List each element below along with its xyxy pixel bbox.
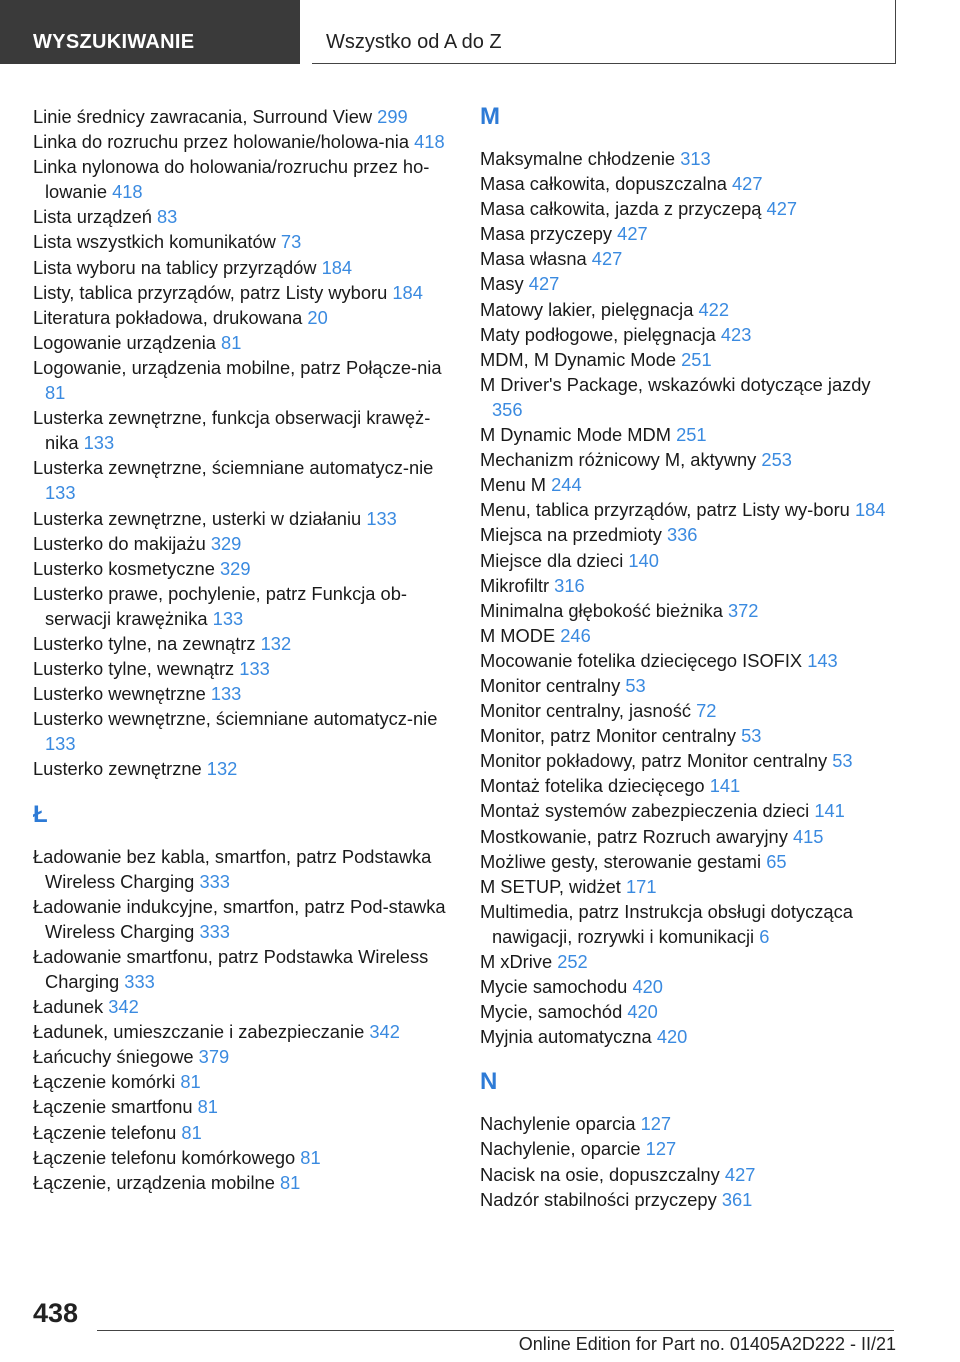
page-link[interactable]: 73 <box>280 231 302 253</box>
entry-text: Nachylenie oparcia <box>480 1113 636 1135</box>
page-link[interactable]: 251 <box>681 348 712 370</box>
index-column-right <box>480 104 900 1212</box>
index-entry <box>33 154 453 204</box>
entry-text: Menu, tablica przyrządów, patrz Listy wy‐boru <box>480 499 850 521</box>
index-entry <box>33 229 453 254</box>
entry-text: Mechanizm różnicowy M, aktywny <box>480 449 757 471</box>
index-entry <box>480 522 900 547</box>
page-link[interactable]: 329 <box>219 557 251 579</box>
page-link[interactable]: 141 <box>709 775 741 797</box>
entry-text: Lusterko do makijażu <box>33 532 206 554</box>
page-link[interactable]: 83 <box>157 206 178 228</box>
page-link[interactable]: 251 <box>676 424 707 446</box>
page-link[interactable]: 427 <box>724 1163 756 1185</box>
entry-text: Mikrofiltr <box>480 574 550 596</box>
page-link[interactable]: 244 <box>551 474 582 496</box>
page-link[interactable]: 423 <box>720 323 752 345</box>
index-entry <box>480 573 900 598</box>
index-entry <box>480 497 900 522</box>
entry-text: Myjnia automatyczna <box>480 1026 652 1048</box>
index-entry <box>33 455 453 505</box>
section-tab: WYSZUKIWANIE <box>0 0 300 64</box>
index-entry <box>33 844 453 894</box>
entry-text: M MODE <box>480 624 556 646</box>
entry-text: Lista wszystkich komunikatów <box>33 231 276 253</box>
index-column-left <box>33 104 453 1195</box>
entry-text: Możliwe gesty, sterowanie gestami <box>480 850 762 872</box>
index-entry <box>480 623 900 648</box>
entry-text: Lusterko tylne, na zewnątrz <box>33 632 256 654</box>
entry-text: Monitor, patrz Monitor centralny <box>480 725 737 747</box>
page-link[interactable]: 72 <box>696 700 717 722</box>
page-link[interactable]: 184 <box>321 256 353 278</box>
section-gap <box>33 782 453 802</box>
entry-text: Montaż fotelika dziecięcego <box>480 775 705 797</box>
entry-text: Lusterko tylne, wewnątrz <box>33 658 235 680</box>
page-link[interactable]: 132 <box>260 632 292 654</box>
page-link[interactable]: 81 <box>45 382 66 404</box>
index-entry <box>480 999 900 1024</box>
entry-text: Miejsce dla dzieci <box>480 549 624 571</box>
entry-text: Lusterko wewnętrzne, ściemniane automatycz‐nie <box>33 708 438 730</box>
entry-text: Linka nylonowa do holowania/rozruchu przez ho‐lowanie <box>33 156 430 203</box>
page-link[interactable]: 81 <box>300 1146 321 1168</box>
page-number: 438 <box>33 1298 79 1328</box>
page-link[interactable]: 184 <box>854 499 886 521</box>
page-link[interactable]: 427 <box>528 273 560 295</box>
entry-text: Monitor centralny <box>480 674 621 696</box>
page-link[interactable]: 184 <box>392 281 423 303</box>
entry-text: Ładunek <box>33 996 104 1018</box>
page-link[interactable]: 342 <box>108 996 139 1018</box>
entry-text: Ładowanie smartfonu, patrz Podstawka Wireless Charging <box>33 945 429 992</box>
index-entry <box>480 1187 900 1212</box>
page-link[interactable]: 333 <box>199 920 230 942</box>
entry-text: Mostkowanie, patrz Rozruch awaryjny <box>480 825 788 847</box>
page-link[interactable]: 133 <box>45 482 76 504</box>
entry-text: Mycie samochodu <box>480 976 628 998</box>
entry-text: Nachylenie, oparcie <box>480 1138 641 1160</box>
entry-text: M Dynamic Mode MDM <box>480 424 671 446</box>
index-entry <box>480 196 900 221</box>
index-entry <box>480 322 900 347</box>
index-entry <box>33 681 453 706</box>
page-link[interactable]: 133 <box>45 733 76 755</box>
entry-text: Lista urządzeń <box>33 206 152 228</box>
entry-text: Łączenie smartfonu <box>33 1096 193 1118</box>
page-link[interactable]: 420 <box>656 1026 688 1048</box>
index-entry <box>33 204 453 229</box>
page-link[interactable]: 379 <box>198 1046 230 1068</box>
page-link[interactable]: 336 <box>666 524 698 546</box>
index-entry <box>480 598 900 623</box>
index-entry <box>480 949 900 974</box>
entry-text: Minimalna głębokość bieżnika <box>480 599 723 621</box>
page-link[interactable]: 81 <box>181 1121 202 1143</box>
page-link[interactable]: 65 <box>766 850 787 872</box>
entry-text: M xDrive <box>480 951 553 972</box>
page-link[interactable]: 53 <box>741 725 762 747</box>
entry-list-l-stroke <box>33 844 453 1195</box>
page-link[interactable]: 252 <box>557 951 588 972</box>
entry-text: Łączenie, urządzenia mobilne <box>33 1171 275 1193</box>
entry-text: Matowy lakier, pielęgnacja <box>480 298 694 320</box>
page-link[interactable]: 313 <box>680 148 711 169</box>
entry-text: Nadzór stabilności przyczepy <box>480 1188 717 1210</box>
page-link[interactable]: 127 <box>645 1138 677 1160</box>
page-link[interactable]: 133 <box>210 683 242 705</box>
index-entry <box>480 146 900 171</box>
page-link[interactable]: 81 <box>221 331 242 353</box>
page-link[interactable]: 329 <box>210 532 242 554</box>
entry-text: Listy, tablica przyrządów, patrz Listy wyboru <box>33 281 388 303</box>
entry-text: Multimedia, patrz Instrukcja obsługi dotycząca nawigacji, rozrywki i komunikacji <box>480 900 853 947</box>
page-link[interactable]: 140 <box>628 549 659 571</box>
entry-text: Lusterko zewnętrzne <box>33 758 202 780</box>
index-entry <box>480 221 900 246</box>
index-entry <box>33 104 453 129</box>
index-entry <box>33 405 453 455</box>
entry-list-n <box>480 1111 900 1211</box>
entry-text: MDM, M Dynamic Mode <box>480 348 677 370</box>
page-link[interactable]: 253 <box>761 449 792 471</box>
entry-text: Masa całkowita, jazda z przyczepą <box>480 198 762 220</box>
page-link[interactable]: 299 <box>377 106 408 127</box>
entry-text: Montaż systemów zabezpieczenia dzieci <box>480 800 810 822</box>
index-entry <box>480 271 900 296</box>
entry-text: Mocowanie fotelika dziecięcego ISOFIX <box>480 649 803 671</box>
page-link[interactable]: 81 <box>197 1096 218 1118</box>
entry-text: Linka do rozruchu przez holowanie/holowa‐nia <box>33 131 410 153</box>
index-entry <box>33 706 453 756</box>
entry-text: Linie średnicy zawracania, Surround View <box>33 106 373 127</box>
entry-text: Łączenie telefonu <box>33 1121 177 1143</box>
page-link[interactable]: 20 <box>307 306 328 328</box>
page-link[interactable]: 141 <box>814 800 845 822</box>
section-letter-m: M <box>480 103 500 130</box>
entry-text: Lusterka zewnętrzne, usterki w działaniu <box>33 507 362 529</box>
index-entry <box>480 698 900 723</box>
page-link[interactable]: 356 <box>492 398 523 420</box>
page-link[interactable]: 53 <box>832 750 853 772</box>
index-entry <box>33 756 453 781</box>
page-link[interactable]: 171 <box>625 875 657 897</box>
index-entry <box>33 581 453 631</box>
index-entry <box>33 355 453 405</box>
index-entry <box>480 422 900 447</box>
index-entry <box>480 347 900 372</box>
index-entry <box>33 994 453 1019</box>
index-entry <box>33 944 453 994</box>
entry-text: Monitor pokładowy, patrz Monitor centralny <box>480 750 828 772</box>
entry-text: Ładunek, umieszczanie i zabezpieczanie <box>33 1021 365 1043</box>
index-entry <box>480 723 900 748</box>
entry-list-m <box>480 146 900 1049</box>
footer-divider <box>97 1330 894 1331</box>
page-link[interactable]: 342 <box>369 1021 400 1043</box>
page-link[interactable]: 133 <box>239 658 270 680</box>
page-link[interactable]: 316 <box>554 574 585 596</box>
entry-text: Łączenie telefonu komórkowego <box>33 1146 296 1168</box>
index-entry <box>33 531 453 556</box>
index-entry <box>480 246 900 271</box>
entry-text: Łańcuchy śniegowe <box>33 1046 194 1068</box>
index-entry <box>480 1024 900 1049</box>
page-link[interactable]: 418 <box>414 131 445 153</box>
entry-text: Łączenie komórki <box>33 1071 176 1093</box>
section-gap <box>480 1049 900 1069</box>
entry-text: Miejsca na przedmioty <box>480 524 662 546</box>
page-link[interactable]: 420 <box>627 1001 658 1023</box>
entry-text: Lusterka zewnętrzne, ściemniane automatycz‐nie <box>33 457 434 479</box>
entry-text: Lusterko kosmetyczne <box>33 557 215 579</box>
index-entry <box>33 255 453 280</box>
page-link[interactable]: 246 <box>560 624 591 646</box>
page-link[interactable]: 372 <box>727 599 759 621</box>
index-entry <box>480 447 900 472</box>
index-entry <box>33 330 453 355</box>
page-link[interactable]: 53 <box>625 674 646 696</box>
index-entry <box>33 1120 453 1145</box>
entry-text: Nacisk na osie, dopuszczalny <box>480 1163 720 1185</box>
entry-text: M SETUP, widżet <box>480 875 621 897</box>
entry-text: Masy <box>480 273 524 295</box>
page-link[interactable]: 418 <box>112 181 143 203</box>
page-link[interactable]: 81 <box>279 1171 301 1193</box>
entry-text: Literatura pokładowa, drukowana <box>33 306 303 328</box>
page-link[interactable]: 361 <box>721 1188 753 1210</box>
index-entry <box>480 1162 900 1187</box>
index-entry <box>33 556 453 581</box>
entry-text: Lusterko wewnętrzne <box>33 683 206 705</box>
section-letter-n: N <box>480 1068 498 1096</box>
index-entry <box>33 1094 453 1119</box>
page-link[interactable]: 415 <box>792 825 824 847</box>
index-entry <box>480 849 900 874</box>
page-link[interactable]: 6 <box>759 925 770 947</box>
index-entry <box>33 631 453 656</box>
index-entry <box>480 548 900 573</box>
entry-text: Ładowanie bez kabla, smartfon, patrz Podstawka Wireless Charging <box>33 845 432 892</box>
index-entry <box>480 171 900 196</box>
entry-text: Logowanie urządzenia <box>33 331 216 353</box>
entry-text: Monitor centralny, jasność <box>480 700 692 722</box>
page-link[interactable]: 333 <box>199 870 230 892</box>
index-entry <box>33 894 453 944</box>
entry-text: Lista wyboru na tablicy przyrządów <box>33 256 317 278</box>
page-link[interactable]: 427 <box>617 223 648 245</box>
entry-text: Masa własna <box>480 248 587 270</box>
index-entry <box>480 798 900 823</box>
edition-note: Online Edition for Part no. 01405A2D222 - II/21 <box>518 1334 896 1354</box>
page-link[interactable]: 333 <box>124 971 155 992</box>
page-link[interactable]: 427 <box>591 248 623 270</box>
index-entry <box>33 656 453 681</box>
entry-text: Masa całkowita, dopuszczalna <box>480 173 727 195</box>
index-entry <box>480 824 900 849</box>
page-link[interactable]: 133 <box>366 507 397 529</box>
index-entry <box>480 472 900 497</box>
section-letter-l-stroke: Ł <box>33 800 48 828</box>
page-link[interactable]: 427 <box>766 198 798 220</box>
index-entry <box>480 899 900 949</box>
index-entry <box>480 297 900 322</box>
page-link[interactable]: 127 <box>640 1113 672 1135</box>
index-entry <box>480 1111 900 1136</box>
entry-text: Ładowanie indukcyjne, smartfon, patrz Pod‐stawka Wireless Charging <box>33 895 446 942</box>
page-link[interactable]: 133 <box>83 432 115 454</box>
entry-text: Maksymalne chłodzenie <box>480 148 676 169</box>
index-entry <box>33 1170 453 1195</box>
index-entry <box>480 372 900 422</box>
page-link[interactable]: 420 <box>632 976 663 998</box>
index-entry <box>33 280 453 305</box>
entry-text: Masa przyczepy <box>480 223 613 245</box>
entry-text: Menu M <box>480 474 547 496</box>
index-entry <box>480 974 900 999</box>
index-entry <box>480 648 900 673</box>
index-entry <box>480 748 900 773</box>
index-entry <box>33 1145 453 1170</box>
page-link[interactable]: 422 <box>698 298 730 320</box>
page-link[interactable]: 132 <box>206 758 238 780</box>
page-link[interactable]: 427 <box>732 173 763 195</box>
index-entry <box>480 673 900 698</box>
page-link[interactable]: 133 <box>212 607 244 629</box>
index-entry <box>33 129 453 154</box>
index-entry <box>33 1019 453 1044</box>
entry-list-l <box>33 104 453 782</box>
index-entry <box>480 1136 900 1161</box>
index-entry <box>33 1044 453 1069</box>
index-entry <box>480 874 900 899</box>
entry-text: M Driver's Package, wskazówki dotyczące jazdy <box>480 373 871 395</box>
header-title: Wszystko od A do Z <box>326 31 502 53</box>
entry-text: Lusterka zewnętrzne, funkcja obserwacji krawęż‐nika <box>33 407 431 454</box>
page-link[interactable]: 143 <box>807 649 838 671</box>
index-entry <box>33 1069 453 1094</box>
entry-text: Lusterko prawe, pochylenie, patrz Funkcja ob‐serwacji krawężnika <box>33 582 407 629</box>
index-entry <box>33 305 453 330</box>
page-link[interactable]: 81 <box>180 1071 201 1093</box>
entry-text: Maty podłogowe, pielęgnacja <box>480 323 716 345</box>
index-entry <box>33 506 453 531</box>
index-entry <box>480 773 900 798</box>
entry-text: Logowanie, urządzenia mobilne, patrz Połącze‐nia <box>33 356 442 378</box>
entry-text: Mycie, samochód <box>480 1001 623 1023</box>
